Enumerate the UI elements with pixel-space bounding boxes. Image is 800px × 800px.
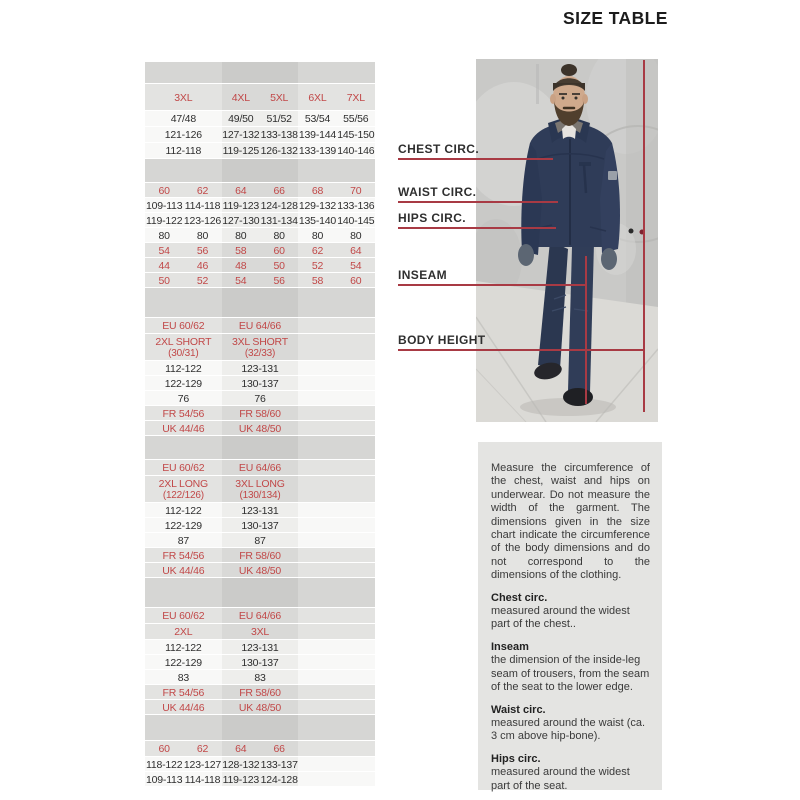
size-cell: 123-131	[222, 640, 299, 655]
size-cell: 54	[222, 273, 260, 288]
size-cell: 83	[145, 670, 222, 685]
size-cell: FR 54/56	[145, 548, 222, 563]
size-cell: 54	[145, 243, 183, 258]
size-cell: UK 44/46	[145, 421, 222, 436]
empty-cell	[145, 159, 222, 183]
table-row	[145, 640, 375, 655]
size-cell: 135-140	[298, 214, 337, 227]
size-cell: 133-137	[260, 758, 298, 771]
empty-cell	[145, 578, 222, 608]
size-cell: 133-139	[298, 145, 337, 157]
table-row	[145, 159, 375, 183]
size-table-grid	[145, 62, 375, 787]
empty-cell	[222, 288, 299, 318]
empty-cell	[145, 62, 222, 84]
empty-cell	[298, 460, 375, 476]
model-photo	[476, 59, 658, 422]
size-cell: 123-126	[183, 214, 222, 227]
measure-label: INSEAM	[398, 268, 448, 282]
empty-cell	[298, 578, 375, 608]
table-row	[145, 84, 375, 111]
measure-label: BODY HEIGHT	[398, 333, 486, 347]
table-row	[145, 62, 375, 84]
table-row	[145, 361, 375, 376]
size-cell: 47/48	[145, 111, 222, 127]
size-cell: 64	[222, 741, 260, 757]
size-cell: 3XL LONG (130/134)	[222, 476, 299, 503]
table-row	[145, 772, 375, 787]
empty-cell	[298, 757, 375, 772]
size-cell: 66	[260, 183, 298, 198]
table-row	[145, 406, 375, 421]
empty-cell	[298, 548, 375, 563]
empty-cell	[298, 608, 375, 624]
size-cell: 60	[145, 741, 183, 757]
size-cell: 60	[337, 273, 375, 288]
size-cell: FR 58/60	[222, 685, 299, 700]
size-cell: 122-129	[145, 376, 222, 391]
size-cell: UK 48/50	[222, 700, 299, 715]
size-cell: 124-128	[260, 199, 298, 212]
size-cell: 2XL LONG (122/126)	[145, 476, 222, 503]
table-row	[145, 578, 375, 608]
size-cell: 112-122	[145, 640, 222, 655]
table-row	[145, 624, 375, 640]
definition-text: measured around the widest part of the chest..	[491, 605, 630, 631]
table-row	[145, 670, 375, 685]
definition-item	[491, 592, 650, 632]
size-cell: 62	[183, 741, 221, 757]
size-cell: 6XL	[298, 84, 336, 111]
empty-cell	[145, 715, 222, 741]
size-cell: 50	[260, 258, 298, 273]
page-title: SIZE TABLE	[563, 8, 668, 28]
size-cell: EU 64/66	[222, 460, 299, 476]
size-cell: 3XL SHORT (32/33)	[222, 334, 299, 361]
definition-item	[491, 704, 650, 744]
size-cell: 114-118	[184, 199, 221, 212]
size-cell: 119-122	[145, 214, 183, 227]
size-cell: 56	[183, 243, 221, 258]
empty-cell	[298, 288, 375, 318]
size-cell: 122-129	[145, 518, 222, 533]
table-row	[145, 391, 375, 406]
size-cell: FR 58/60	[222, 548, 299, 563]
size-cell: 121-126	[145, 127, 222, 143]
size-cell: 140-146	[337, 145, 375, 157]
measure-label: WAIST CIRC.	[398, 185, 477, 199]
size-cell: 87	[222, 533, 299, 548]
measure-label: HIPS CIRC.	[398, 211, 467, 225]
empty-cell	[298, 518, 375, 533]
empty-cell	[222, 715, 299, 741]
size-cell: 114-118	[184, 773, 221, 786]
size-cell: 109-113	[145, 773, 183, 786]
size-cell: 68	[298, 183, 336, 198]
table-row	[145, 213, 375, 228]
definitions	[491, 592, 650, 793]
size-cell: 2XL	[145, 624, 222, 640]
measure-line-vertical	[585, 256, 587, 404]
size-cell: 80	[222, 228, 260, 243]
size-cell: EU 60/62	[145, 460, 222, 476]
size-cell: 53/54	[298, 111, 336, 127]
table-row	[145, 548, 375, 563]
table-row	[145, 700, 375, 715]
table-row	[145, 376, 375, 391]
size-cell: 3XL	[222, 624, 299, 640]
empty-cell	[145, 436, 222, 460]
table-row	[145, 198, 375, 213]
empty-cell	[298, 741, 375, 757]
table-row	[145, 608, 375, 624]
empty-cell	[298, 376, 375, 391]
size-cell: 122-129	[145, 655, 222, 670]
size-cell: 80	[145, 228, 183, 243]
definition-text: the dimension of the inside-leg seam of trousers, from the seam of the seat to the lower edge.	[491, 654, 650, 694]
definition-term: Waist circ.	[491, 703, 546, 716]
table-row	[145, 533, 375, 548]
size-cell: 128-132	[222, 758, 260, 771]
size-cell: 80	[337, 228, 375, 243]
size-cell: 58	[298, 273, 336, 288]
table-row	[145, 476, 375, 503]
empty-cell	[298, 655, 375, 670]
definition-text: measured around the widest part of the seat.	[491, 766, 630, 792]
table-row	[145, 421, 375, 436]
size-cell: UK 44/46	[145, 563, 222, 578]
definition-item	[491, 641, 650, 695]
size-cell: 64	[222, 183, 260, 198]
size-cell: 52	[298, 258, 336, 273]
size-cell: 58	[222, 243, 260, 258]
table-row	[145, 715, 375, 741]
size-cell: UK 48/50	[222, 421, 299, 436]
empty-cell	[298, 503, 375, 518]
table-row	[145, 334, 375, 361]
size-cell: 49/50	[222, 111, 260, 127]
measure-line-vertical	[643, 60, 645, 412]
table-row	[145, 183, 375, 198]
table-row	[145, 563, 375, 578]
size-cell: 80	[260, 228, 298, 243]
table-row	[145, 655, 375, 670]
size-table	[145, 62, 375, 787]
size-cell: 56	[260, 273, 298, 288]
size-cell: 87	[145, 533, 222, 548]
empty-cell	[298, 406, 375, 421]
size-cell: 70	[337, 183, 375, 198]
size-cell: 130-137	[222, 518, 299, 533]
size-cell: 46	[183, 258, 221, 273]
size-cell: 60	[260, 243, 298, 258]
table-row	[145, 243, 375, 258]
size-cell: UK 48/50	[222, 563, 299, 578]
model-photo-illustration	[476, 59, 658, 422]
size-cell: FR 54/56	[145, 685, 222, 700]
table-row	[145, 127, 375, 143]
empty-cell	[298, 318, 375, 334]
size-cell: 52	[183, 273, 221, 288]
size-cell: 76	[145, 391, 222, 406]
size-cell: 123-127	[183, 758, 222, 771]
size-cell: 127-132	[222, 129, 260, 141]
size-cell: 83	[222, 670, 299, 685]
size-cell: 62	[298, 243, 336, 258]
size-cell: 133-136	[337, 199, 375, 212]
size-cell: 130-137	[222, 655, 299, 670]
size-cell: 123-131	[222, 503, 299, 518]
size-cell: 139-144	[298, 129, 337, 141]
size-cell: FR 54/56	[145, 406, 222, 421]
size-cell: 4XL	[222, 84, 260, 111]
table-row	[145, 258, 375, 273]
size-cell: 60	[145, 183, 183, 198]
size-cell: 123-131	[222, 361, 299, 376]
size-cell: 126-132	[260, 145, 298, 157]
empty-cell	[298, 670, 375, 685]
size-cell: 145-150	[337, 129, 375, 141]
size-cell: 62	[183, 183, 221, 198]
definition-term: Inseam	[491, 640, 529, 653]
size-cell: 109-113	[145, 199, 183, 212]
empty-cell	[298, 715, 375, 741]
table-row	[145, 318, 375, 334]
empty-cell	[298, 533, 375, 548]
size-cell: 127-130	[222, 214, 260, 227]
size-cell: 76	[222, 391, 299, 406]
measure-line	[398, 201, 558, 203]
definition-text: measured around the waist (ca. 3 cm above hip-bone).	[491, 716, 646, 743]
size-cell: 48	[222, 258, 260, 273]
measure-label: CHEST CIRC.	[398, 142, 480, 156]
size-cell: EU 64/66	[222, 608, 299, 624]
empty-cell	[298, 391, 375, 406]
definition-term: Chest circ.	[491, 591, 548, 604]
size-cell: 50	[145, 273, 183, 288]
table-row	[145, 685, 375, 700]
table-row	[145, 273, 375, 288]
table-row	[145, 503, 375, 518]
size-cell: 140-145	[337, 214, 375, 227]
definition-term: Hips circ.	[491, 752, 541, 765]
empty-cell	[222, 578, 299, 608]
empty-cell	[298, 421, 375, 436]
empty-cell	[298, 772, 375, 787]
empty-cell	[298, 476, 375, 503]
size-cell: 133-138	[260, 129, 298, 141]
table-row	[145, 143, 375, 159]
size-cell: 112-118	[145, 143, 222, 159]
size-cell: 119-125	[222, 145, 259, 157]
size-cell: 80	[183, 228, 221, 243]
empty-cell	[222, 159, 299, 183]
table-row	[145, 288, 375, 318]
size-cell: 124-128	[260, 773, 298, 786]
size-cell: 7XL	[337, 84, 375, 111]
size-cell: FR 58/60	[222, 406, 299, 421]
measure-line	[398, 158, 553, 160]
empty-cell	[298, 62, 375, 84]
table-row	[145, 757, 375, 772]
empty-cell	[298, 700, 375, 715]
empty-cell	[298, 159, 375, 183]
size-cell: 2XL SHORT (30/31)	[145, 334, 222, 361]
empty-cell	[298, 361, 375, 376]
empty-cell	[298, 685, 375, 700]
size-cell: UK 44/46	[145, 700, 222, 715]
size-cell: 44	[145, 258, 183, 273]
size-cell: 119-123	[222, 773, 259, 786]
size-cell: 129-132	[298, 199, 337, 212]
empty-cell	[145, 288, 222, 318]
size-cell: 51/52	[260, 111, 298, 127]
empty-cell	[298, 334, 375, 361]
size-cell: 130-137	[222, 376, 299, 391]
info-box	[478, 442, 662, 790]
size-cell: 55/56	[337, 111, 375, 127]
table-row	[145, 741, 375, 757]
size-cell: 64	[337, 243, 375, 258]
table-row	[145, 436, 375, 460]
size-cell: 118-122	[145, 758, 183, 771]
measure-line	[398, 349, 643, 351]
size-cell: 112-122	[145, 361, 222, 376]
definition-item	[491, 753, 650, 793]
table-row	[145, 228, 375, 243]
size-cell: 80	[298, 228, 336, 243]
size-cell: EU 60/62	[145, 608, 222, 624]
empty-cell	[298, 640, 375, 655]
empty-cell	[298, 436, 375, 460]
size-cell: 119-123	[222, 199, 259, 212]
size-cell: 5XL	[260, 84, 298, 111]
empty-cell	[222, 436, 299, 460]
table-row	[145, 460, 375, 476]
size-cell: EU 60/62	[145, 318, 222, 334]
empty-cell	[298, 624, 375, 640]
info-intro: Measure the circumference of the chest, waist and hips on underwear. Do not measure the width of the garment. The dimensions given in the size chart indicate the circumference of the body dimensions and do not correspond to the dimensions of the clothing.	[491, 462, 650, 582]
size-cell: 3XL	[145, 84, 222, 111]
measure-line	[398, 284, 585, 286]
size-cell: 131-134	[260, 214, 298, 227]
size-cell: 112-122	[145, 503, 222, 518]
size-cell: 54	[337, 258, 375, 273]
size-cell: 66	[260, 741, 298, 757]
table-row	[145, 111, 375, 127]
table-row	[145, 518, 375, 533]
empty-cell	[298, 563, 375, 578]
size-cell: EU 64/66	[222, 318, 299, 334]
empty-cell	[222, 62, 299, 84]
measure-line	[398, 227, 556, 229]
